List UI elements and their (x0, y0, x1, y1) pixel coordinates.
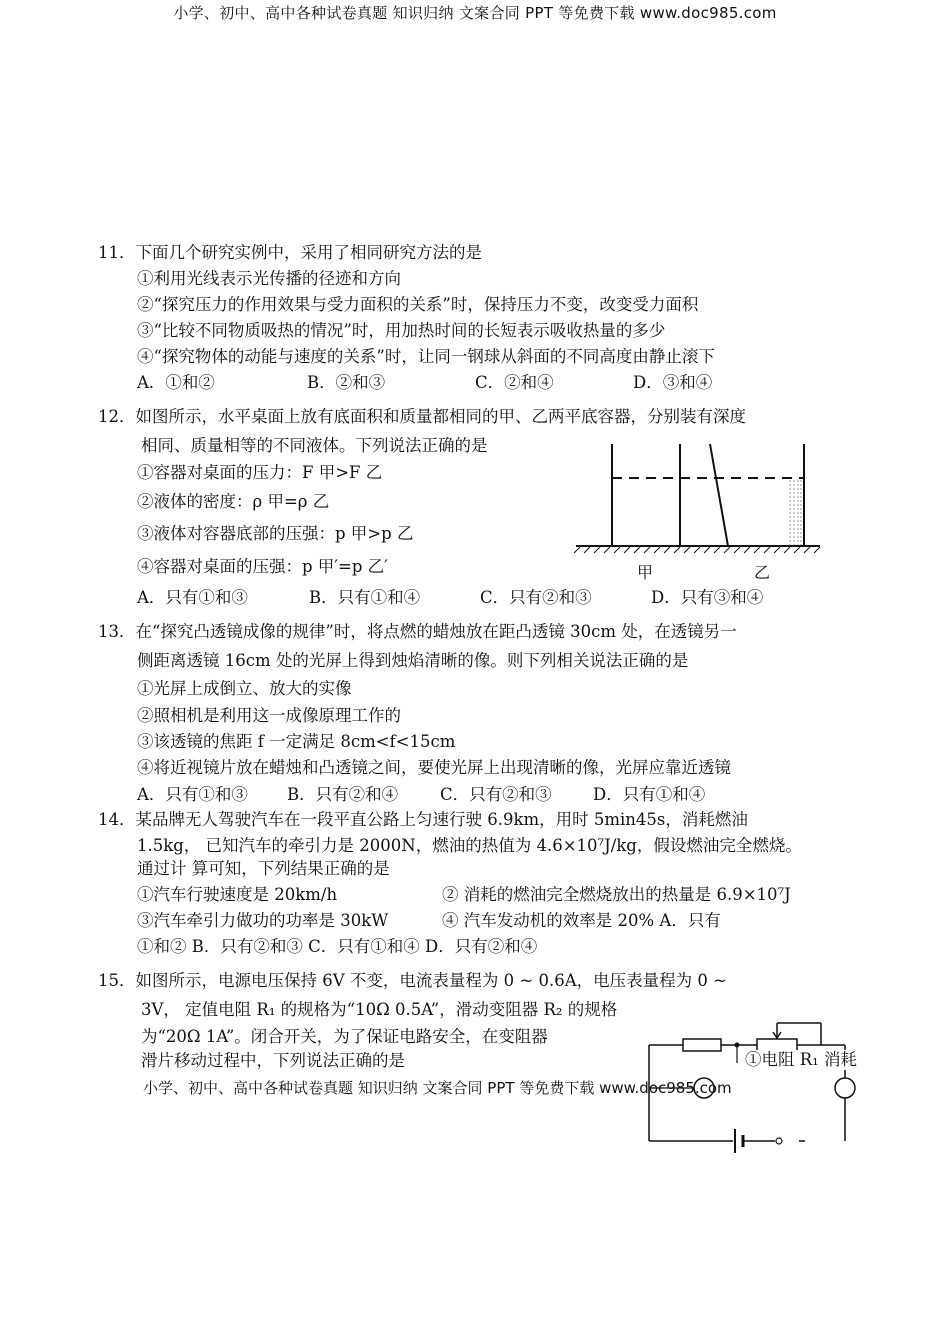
q13-option-a: A．只有①和③ (137, 785, 248, 804)
q12-item-3: ③液体对容器底部的压强：p 甲>p 乙 (137, 524, 414, 543)
q14-options: ①和② B．只有②和③ C．只有①和④ D．只有②和④ (137, 937, 538, 956)
q15-line-2: 3V， 定值电阻 R₁ 的规格为“10Ω 0.5A”，滑动变阻器 R₂ 的规格 (141, 1000, 618, 1019)
label-jia: 甲 (637, 563, 654, 582)
q12-option-a: A．只有①和③ (137, 588, 248, 607)
q13-stem: 13．在“探究凸透镜成像的规律”时，将点燃的蜡烛放在距凸透镜 30cm 处，在透镜另一 (98, 622, 737, 641)
q13-stem-2: 侧距离透镜 16cm 处的光屏上得到烛焰清晰的像。则下列相关说法正确的是 (137, 651, 689, 670)
q11-option-a: A．①和② (137, 373, 215, 392)
q15-line-4: 滑片移动过程中，下列说法正确的是 (141, 1051, 405, 1070)
q12-item-1: ①容器对桌面的压力：F 甲>F 乙 (137, 463, 383, 482)
q15-line-1: 15．如图所示，电源电压保持 6V 不变，电流表量程为 0 ~ 0.6A，电压表量程为 0 ~ (98, 971, 727, 990)
q14-item-4: ④ 汽车发动机的效率是 20% A．只有 (442, 911, 721, 930)
q13-option-b: B．只有②和④ (287, 785, 399, 804)
q11-option-b: B．②和③ (307, 373, 386, 392)
q14-line-3: 通过计 算可知，下列结果正确的是 (137, 859, 390, 878)
q13-item-1: ①光屏上成倒立、放大的实像 (137, 679, 352, 698)
q12-option-c: C．只有②和③ (480, 588, 592, 607)
q15-line-3: 为“20Ω 1A”。闭合开关，为了保证电路安全，在变阻器 (141, 1027, 548, 1046)
q14-item-3: ③汽车牵引力做功的功率是 30kW (137, 911, 389, 930)
q12-stem-2: 相同、质量相等的不同液体。下列说法正确的是 (141, 436, 488, 455)
q12-stem: 12．如图所示，水平桌面上放有底面积和质量都相同的甲、乙两平底容器，分别装有深度 (98, 407, 746, 426)
q14-line-2: 1.5kg， 已知汽车的牵引力是 2000N，燃油的热值为 4.6×10⁷J/kg，假设燃油完全燃烧。 (137, 836, 802, 855)
page-footer: 小学、初中、高中各种试卷真题 知识归纳 文案合同 PPT 等免费下载 www.doc985.com (143, 1079, 732, 1097)
q14-item-2: ② 消耗的燃油完全燃烧放出的热量是 6.9×10⁷J (442, 885, 791, 904)
q14-line-1: 14．某品牌无人驾驶汽车在一段平直公路上匀速行驶 6.9km，用时 5min45s，消耗燃油 (98, 810, 748, 829)
q11-option-d: D．③和④ (633, 373, 713, 392)
q11-item-4: ④“探究物体的动能与速度的关系”时，让同一钢球从斜面的不同高度由静止滚下 (137, 347, 715, 366)
q11-item-2: ②“探究压力的作用效果与受力面积的关系”时，保持压力不变，改变受力面积 (137, 295, 699, 314)
q12-option-d: D．只有③和④ (651, 588, 764, 607)
q11-stem: 11．下面几个研究实例中，采用了相同研究方法的是 (98, 243, 482, 262)
page-header: 小学、初中、高中各种试卷真题 知识归纳 文案合同 PPT 等免费下载 www.doc985.com (173, 4, 777, 22)
q12-item-4: ④容器对桌面的压强：p 甲′=p 乙′ (137, 557, 388, 576)
q14-item-1: ①汽车行驶速度是 20km/h (137, 885, 338, 904)
q11-option-c: C．②和④ (475, 373, 554, 392)
q13-item-2: ②照相机是利用这一成像原理工作的 (137, 706, 401, 725)
q15-item-1: ①电阻 R₁ 消耗 (745, 1050, 858, 1069)
q13-option-d: D．只有①和④ (593, 785, 706, 804)
q12-item-2: ②液体的密度：ρ 甲=ρ 乙 (137, 492, 330, 511)
label-yi: 乙 (754, 563, 771, 582)
q13-item-4: ④将近视镜片放在蜡烛和凸透镜之间，要使光屏上出现清晰的像，光屏应靠近透镜 (137, 758, 731, 777)
q13-option-c: C．只有②和③ (440, 785, 552, 804)
q13-item-3: ③该透镜的焦距 f 一定满足 8cm<f<15cm (137, 732, 456, 751)
q11-item-3: ③“比较不同物质吸热的情况”时，用加热时间的长短表示吸收热量的多少 (137, 321, 666, 340)
q12-option-b: B．只有①和④ (309, 588, 421, 607)
containers-figure (572, 440, 822, 555)
q11-item-1: ①利用光线表示光传播的径迹和方向 (137, 269, 401, 288)
